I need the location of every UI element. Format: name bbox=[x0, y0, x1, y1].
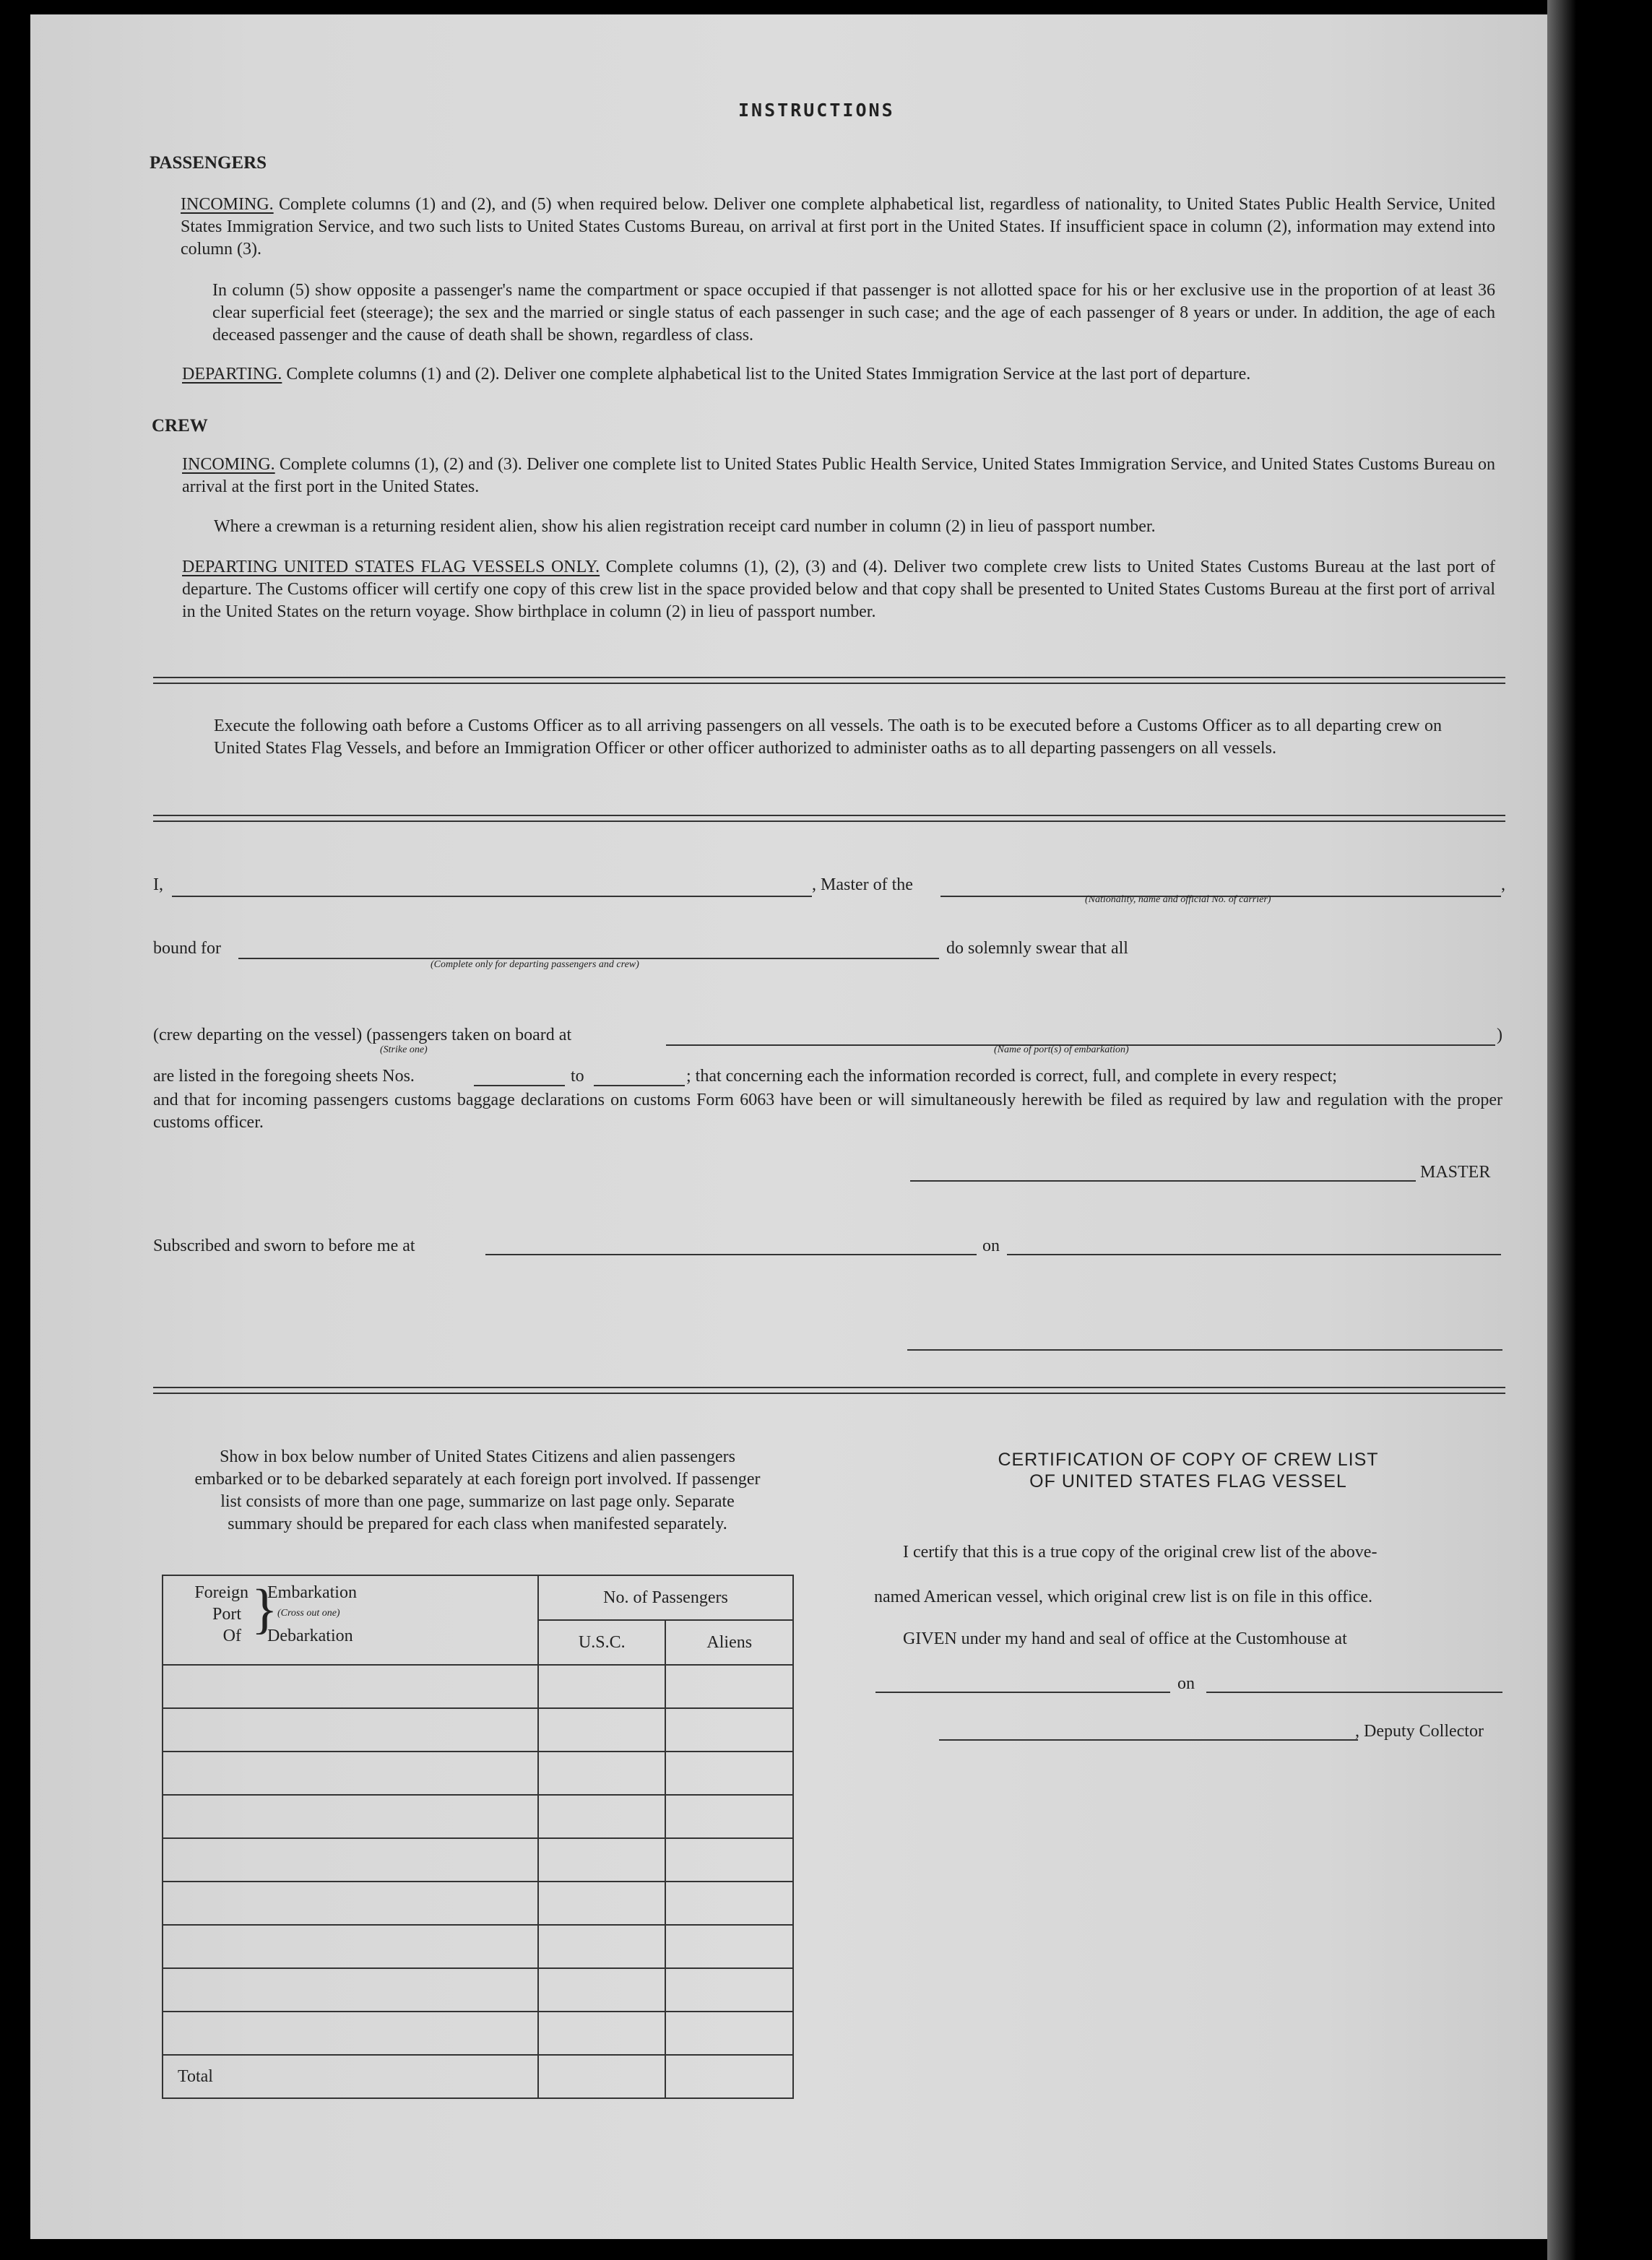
sheet-from-field[interactable] bbox=[474, 1085, 565, 1086]
passengers-departing-text: Complete columns (1) and (2). Deliver one complete alphabetical list to the United States Immigration Service at the last port of departure. bbox=[286, 365, 1251, 384]
passenger-summary-table bbox=[162, 1575, 794, 2099]
crew-incoming-label: INCOMING. bbox=[182, 455, 275, 474]
certification-text-2: named American vessel, which original crew list is on file in this office. bbox=[874, 1588, 1373, 1606]
swear-label: do solemnly swear that all bbox=[946, 939, 1128, 958]
subscribed-date-field[interactable] bbox=[1007, 1254, 1501, 1255]
certification-heading bbox=[903, 1449, 1474, 1492]
col-foreign: Foreign bbox=[194, 1583, 248, 1602]
crew-incoming bbox=[182, 454, 1495, 498]
certification-heading-1: CERTIFICATION OF COPY OF CREW LIST bbox=[998, 1450, 1379, 1470]
passengers-incoming-label: INCOMING. bbox=[181, 195, 274, 214]
col-no-passengers: No. of Passengers bbox=[538, 1575, 793, 1620]
deputy-collector-label: , Deputy Collector bbox=[1355, 1722, 1484, 1741]
oath-instruction: Execute the following oath before a Customs Officer as to all arriving passengers on all vessels. The oath is to be executed before a Customs Officer as to all departing crew on United States Flag Vessels, and before an Immigration Officer or other officer authorized to administer oaths as to all departing passengers on all vessels. bbox=[214, 716, 1442, 758]
summary-instruction: Show in box below number of United States Citizens and alien passengers embarked or to be debarked separately at each foreign port involved. If passenger list consists of more than one page, summarize on last page only. Separate summary should be prepared for each class when manifested separately. bbox=[194, 1447, 761, 1533]
certification-date-field[interactable] bbox=[1206, 1692, 1502, 1693]
page-title: INSTRUCTIONS bbox=[738, 100, 895, 121]
subscribed-on-label: on bbox=[982, 1237, 1000, 1255]
crew-departing-label: DEPARTING UNITED STATES FLAG VESSELS ONLY. bbox=[182, 558, 600, 576]
master-label: MASTER bbox=[1420, 1163, 1491, 1182]
crew-departing-text: Complete columns (1), (2), (3) and (4). Deliver two complete crew lists to United States Customs Bureau at the last port of departure. The Customs officer will certify one copy of this crew list in the space provided below and that copy shall be presented to United States Customs Bureau at the first port of arrival in the United States on the return voyage. Show birthplace in column (2) in lieu of passport number. bbox=[182, 558, 1495, 621]
listed-sheets-label: are listed in the foregoing sheets Nos. bbox=[153, 1067, 415, 1086]
table-row bbox=[163, 1795, 793, 1838]
col-usc: U.S.C. bbox=[538, 1620, 666, 1665]
passengers-incoming bbox=[181, 194, 1495, 261]
bound-caption: (Complete only for departing passengers and crew) bbox=[431, 959, 639, 970]
certification-on-label: on bbox=[1177, 1674, 1195, 1693]
page-edge bbox=[1547, 0, 1576, 2260]
col-aliens: Aliens bbox=[665, 1620, 793, 1665]
table-row bbox=[163, 1925, 793, 1968]
close-paren: ) bbox=[1497, 1026, 1502, 1044]
table-row bbox=[163, 1968, 793, 2012]
table-row bbox=[163, 1752, 793, 1795]
table-row bbox=[163, 1838, 793, 1882]
officer-signature-field[interactable] bbox=[907, 1349, 1502, 1351]
strike-one-caption: (Strike one) bbox=[380, 1044, 428, 1055]
table-row bbox=[163, 1882, 793, 1925]
col-of: Of bbox=[222, 1627, 241, 1645]
passengers-column5: In column (5) show opposite a passenger's name the compartment or space occupied if that passenger is not allotted space for his or her exclusive use in the proportion of at least 36 clear superficial feet (steerage); the sex and the married or single status of each passenger in such case; and the age of each passenger of 8 years or under. In addition, the age of each deceased passenger and the cause of death shall be shown, regardless of class. bbox=[212, 281, 1495, 345]
col-embarkation: Embarkation bbox=[267, 1583, 357, 1602]
section-divider bbox=[153, 815, 1505, 822]
oath-i-label: I, bbox=[153, 875, 163, 894]
total-label: Total bbox=[163, 2055, 538, 2098]
master-signature-field[interactable] bbox=[910, 1180, 1416, 1182]
col-cross-out: (Cross out one) bbox=[277, 1608, 340, 1619]
total-row bbox=[163, 2055, 793, 2098]
deputy-signature-field[interactable] bbox=[939, 1739, 1358, 1741]
passengers-departing bbox=[182, 363, 1495, 386]
col-port: Port bbox=[212, 1605, 241, 1624]
carrier-caption: (Nationality, name and official No. of carrier) bbox=[1085, 894, 1271, 905]
crew-heading: CREW bbox=[152, 416, 208, 436]
port-header-cell: Foreign Port Of } Embarkation (Cross out one) Debarkation bbox=[163, 1575, 538, 1665]
table-row bbox=[163, 1708, 793, 1752]
passengers-heading: PASSENGERS bbox=[150, 153, 267, 173]
certification-text-1: I certify that this is a true copy of the original crew list of the above- bbox=[903, 1543, 1378, 1562]
crew-departing-oath: (crew departing on the vessel) (passengers taken on board at bbox=[153, 1026, 572, 1044]
crew-resident: Where a crewman is a returning resident alien, show his alien registration receipt card number in column (2) in lieu of passport number. bbox=[214, 517, 1156, 536]
certification-heading-2: OF UNITED STATES FLAG VESSEL bbox=[1029, 1471, 1347, 1491]
subscribed-place-field[interactable] bbox=[485, 1254, 977, 1255]
subscribed-label: Subscribed and sworn to before me at bbox=[153, 1237, 415, 1255]
listed-clause: ; that concerning each the information recorded is correct, full, and complete in every respect; bbox=[686, 1067, 1337, 1086]
master-of-label: , Master of the bbox=[812, 875, 913, 894]
listed-declaration: and that for incoming passengers customs baggage declarations on customs Form 6063 have been or will simultaneously herewith be filed as required by law and regulation with the proper customs officer. bbox=[153, 1091, 1502, 1132]
col-debarkation: Debarkation bbox=[267, 1627, 353, 1645]
sheet-to-field[interactable] bbox=[594, 1085, 685, 1086]
bound-for-label: bound for bbox=[153, 939, 221, 958]
passengers-incoming-text: Complete columns (1) and (2), and (5) when required below. Deliver one complete alphabetical list, regardless of nationality, to United States Public Health Service, United States Immigration Service, and two such lists to United States Customs Bureau, on arrival at first port in the United States. If insufficient space in column (2), information may extend into column (3). bbox=[181, 195, 1495, 259]
customhouse-field[interactable] bbox=[875, 1692, 1170, 1693]
passengers-departing-label: DEPARTING. bbox=[182, 365, 282, 384]
section-divider bbox=[153, 677, 1505, 684]
table-row bbox=[163, 1665, 793, 1708]
port-caption: (Name of port(s) of embarkation) bbox=[994, 1044, 1129, 1055]
master-name-field[interactable] bbox=[172, 896, 812, 897]
listed-to-label: to bbox=[571, 1067, 584, 1086]
crew-incoming-text: Complete columns (1), (2) and (3). Deliver one complete list to United States Public Health Service, United States Immigration Service, and United States Customs Bureau on arrival at the first port in the United States. bbox=[182, 455, 1496, 496]
crew-departing bbox=[182, 556, 1495, 623]
table-row bbox=[163, 2012, 793, 2055]
certification-text-3: GIVEN under my hand and seal of office at the Customhouse at bbox=[903, 1629, 1347, 1648]
section-divider bbox=[153, 1387, 1505, 1394]
